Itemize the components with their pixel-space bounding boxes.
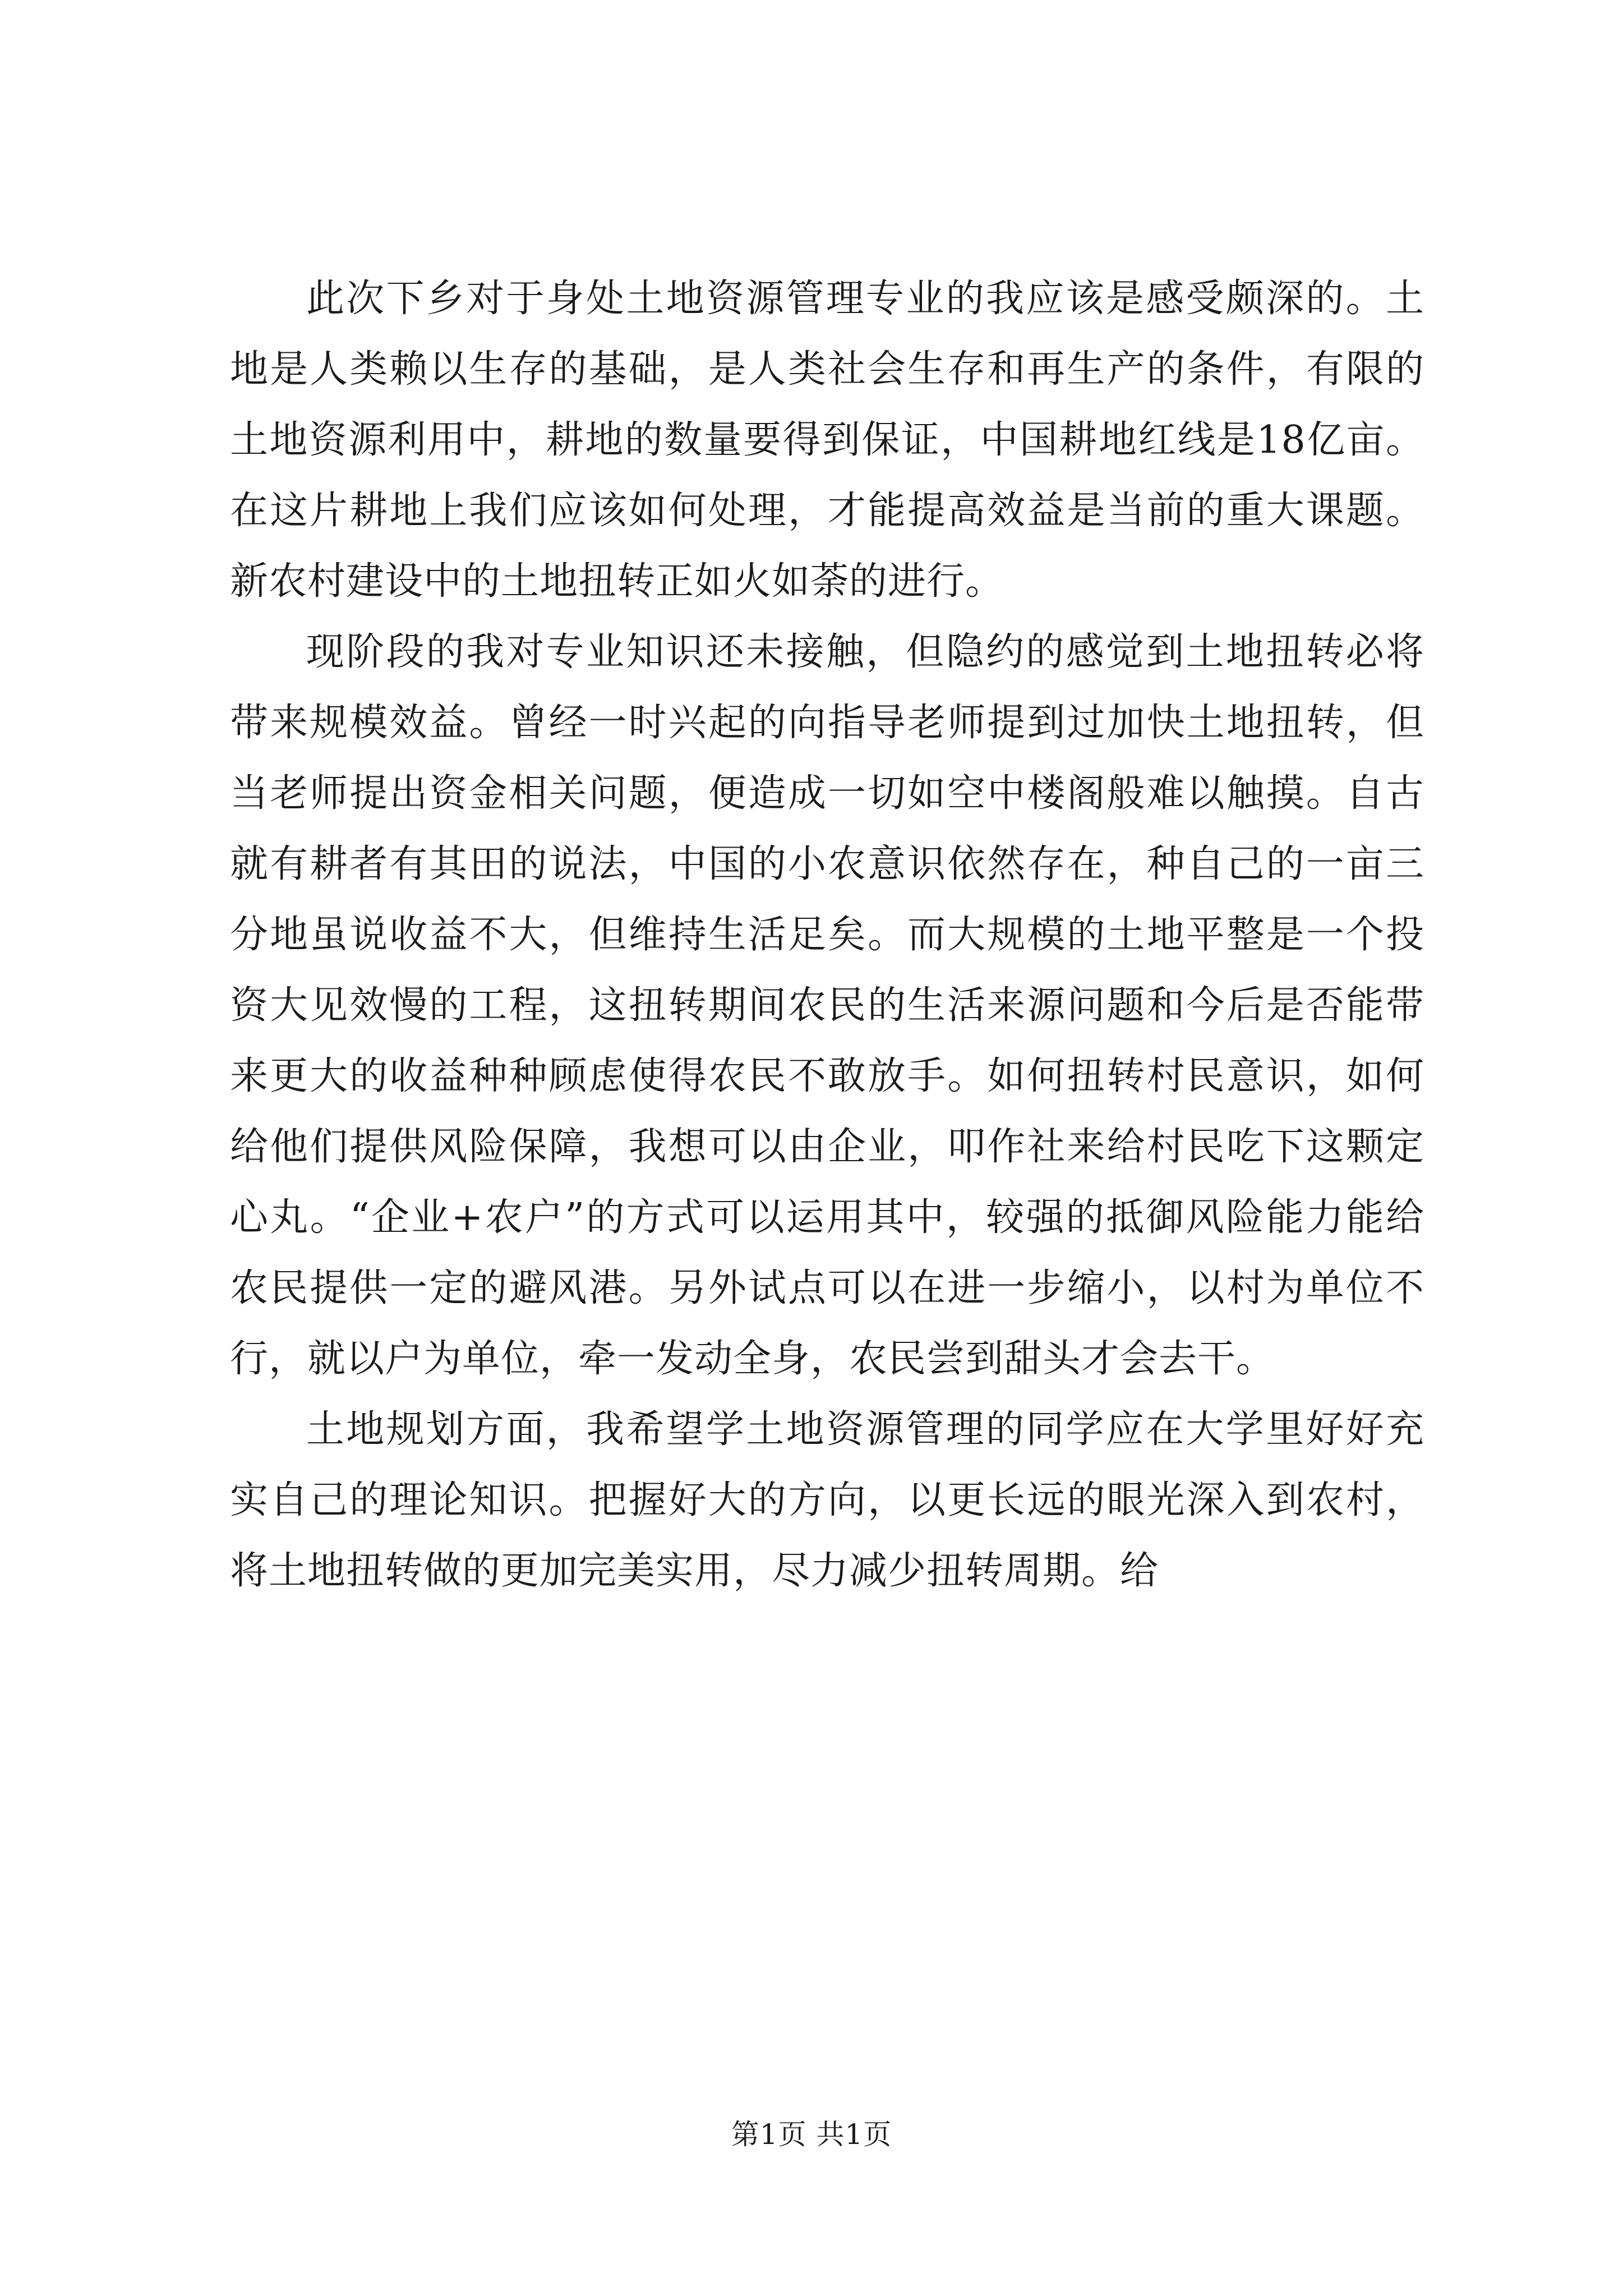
paragraph-1: 此次下乡对于身处土地资源管理专业的我应该是感受颇深的。土地是人类赖以生存的基础，是人类社会生存和再生产的条件，有限的土地资源利用中，耕地的数量要得到保证，中国耕地红线是18亿亩。在这片耕地上我们应该如何处理，才能提高效益是当前的重大课题。新农村建设中的土地扭转正如火如荼的进行。 [230, 277, 1424, 604]
document-body [230, 264, 1424, 1607]
paragraph-3: 土地规划方面，我希望学土地资源管理的同学应在大学里好好充实自己的理论知识。把握好大的方向，以更长远的眼光深入到农村，将土地扭转做的更加完美实用，尽力减少扭转周期。给 [230, 1407, 1424, 1593]
paragraph-2: 现阶段的我对专业知识还未接触，但隐约的感觉到土地扭转必将带来规模效益。曾经一时兴起的向指导老师提到过加快土地扭转，但当老师提出资金相关问题，便造成一切如空中楼阁般难以触摸。自古就有耕者有其田的说法，中国的小农意识依然存在，种自己的一亩三分地虽说收益不大，但维持生活足矣。而大规模的土地平整是一个投资大见效慢的工程，这扭转期间农民的生活来源问题和今后是否能带来更大的收益种种顾虑使得农民不敢放手。如何扭转村民意识，如何给他们提供风险保障，我想可以由企业，叩作社来给村民吃下这颗定心丸。“企业+农户”的方式可以运用其中，较强的抵御风险能力能给农民提供一定的避风港。另外试点可以在进一步缩小，以村为单位不行，就以户为单位，牵一发动全身，农民尝到甜头才会去干。 [230, 630, 1424, 1381]
page-footer: 第1页 共1页 [731, 2118, 892, 2151]
